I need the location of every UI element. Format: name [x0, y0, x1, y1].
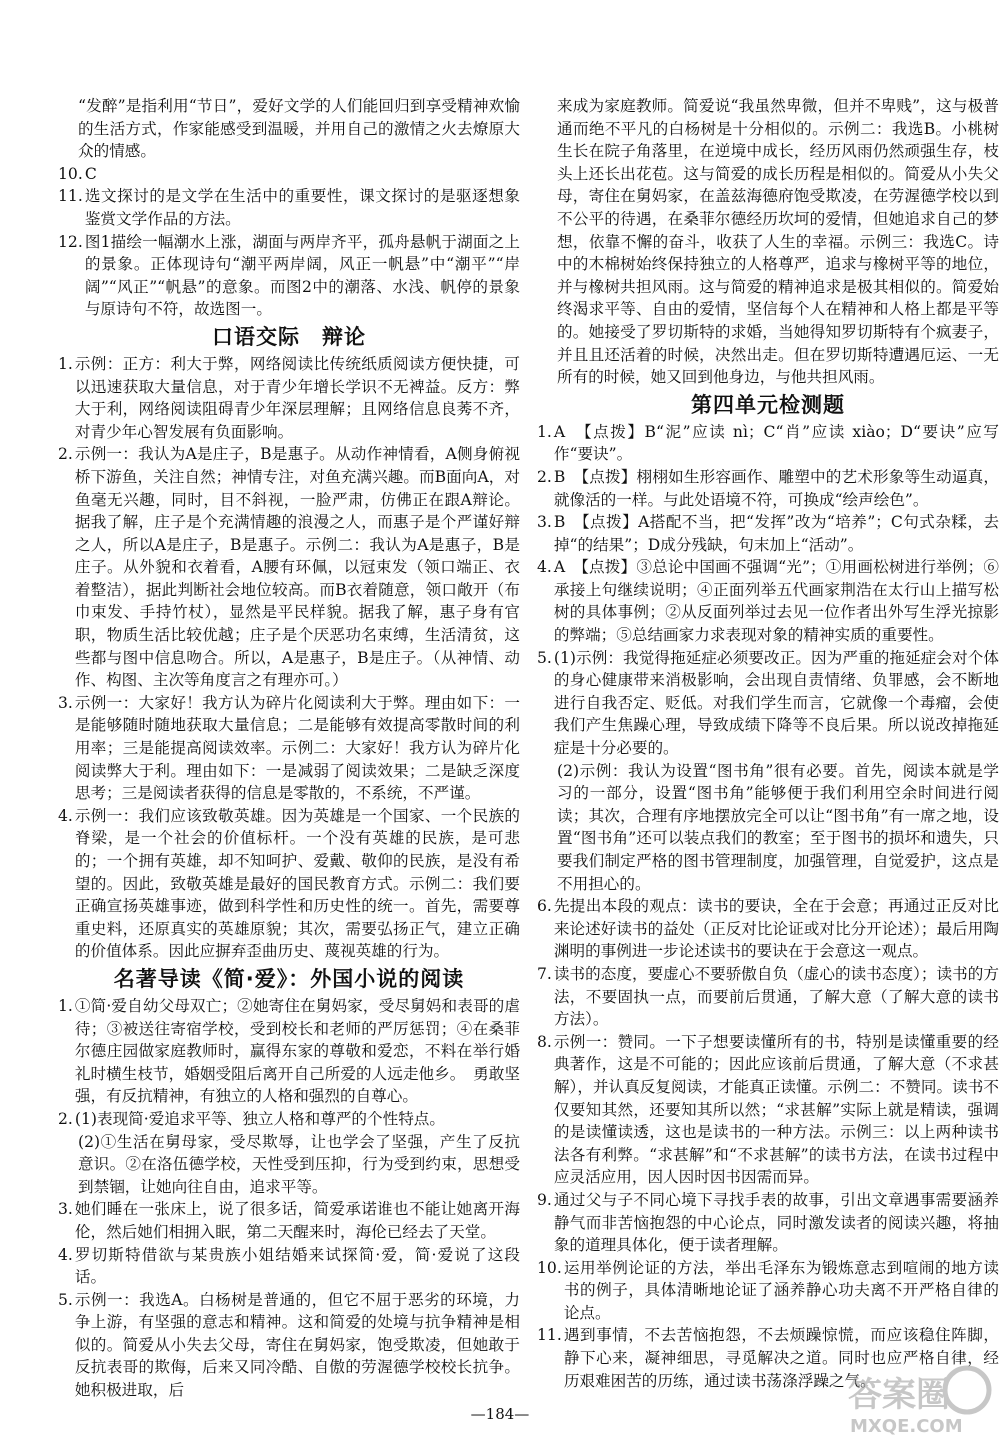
answer-text: “发醉”是指利用“节日”，爱好文学的人们能回归到享受精神欢愉的生活方式，作家能感受到温暖，并用自己的激情之火去燎原大众的情感。 [78, 97, 520, 161]
answer-text: 读书的态度，要虚心不要骄傲自负（虚心的读书态度）；读书的方法，不要固执一点，而要前后贯通，了解大意（了解大意的读书方法）。 [553, 964, 999, 1029]
answer-text: A 【点拨】B“泥”应读 nì；C“肖”应读 xiào；D“要诀”应写作“要诀”。 [553, 422, 999, 464]
answer-item [58, 163, 520, 186]
answer-continuation [537, 95, 999, 389]
answer-item [537, 895, 999, 963]
answer-item [537, 421, 999, 466]
answer-item [537, 647, 999, 760]
answer-text: 示例一：大家好！我方认为碎片化阅读利大于弊。理由如下：一是能够随时随地获取大量信息；二是能够有效提高零散时间的利用率；三是能提高阅读效率。示例二：大家好！我方认为碎片化阅读弊大于利。理由如下：一是减弱了阅读效果；二是缺乏深度思考；三是阅读者获得的信息是零散的，不系统，不严谨。 [74, 693, 520, 803]
answer-item [58, 353, 520, 443]
answer-item [537, 1031, 999, 1189]
answer-item [58, 692, 520, 805]
item-number: 6. [537, 897, 552, 916]
answer-item [58, 231, 520, 321]
answer-item [537, 1189, 999, 1257]
item-number: 4. [58, 806, 73, 825]
answer-continuation [58, 1131, 520, 1199]
answer-text: C [84, 164, 97, 183]
answer-item [58, 443, 520, 692]
answer-item [537, 556, 999, 646]
item-number: 10. [537, 1258, 562, 1277]
answer-text: B 【点拨】A搭配不当，把“发挥”改为“培养”；C句式杂糅，去掉“的结果”；D成分残缺，句末加上“活动”。 [553, 513, 999, 554]
item-number: 1. [537, 422, 552, 441]
item-number: 10. [58, 164, 83, 183]
watermark-url: MXQE.COM [850, 1416, 963, 1437]
right-column [537, 95, 999, 1392]
item-number: 3. [58, 693, 73, 712]
answer-item [58, 1108, 520, 1131]
answer-item [58, 995, 520, 1108]
answer-text: (2)示例：我认为设置“图书角”很有必要。首先，阅读本就是学习的一部分，设置“图书角”能够便于我们利用空余时间进行阅读；其次，合理有序地摆放完全可以让“图书角”有一席之地，设置“图书角”还可以装点我们的教室；至于图书的损坏和遗失，只要我们制定严格的图书管理制度，加强管理，自觉爱护，这点是不用担心的。 [557, 761, 999, 893]
item-number: 2. [58, 1109, 73, 1128]
item-number: 2. [537, 467, 552, 486]
item-number: 11. [58, 187, 83, 206]
answer-text: (2)①生活在舅母家，受尽欺辱，让也学会了坚强，产生了反抗意识。②在洛伍德学校，天性受到压抑，行为受到约束，思想受到禁锢，让她向往自由，追求平等。 [78, 1132, 520, 1196]
section-heading: 口语交际 辩论 [212, 324, 366, 349]
answer-item [537, 963, 999, 1031]
answer-text: 罗切斯特借欲与某贵族小姐结婚来试探简·爱，简·爱说了这段话。 [74, 1245, 520, 1287]
answer-text: (1)示例：我觉得拖延症必须要改正。因为严重的拖延症会对个体的身心健康带来消极影响，会出现自责情绪、负罪感，会不断地进行自我否定、贬低。对我们学生而言，它就像一个毒瘤，会使我们产生焦躁心理，导致成绩下降等不良后果。所以说改掉拖延症是十分必要的。 [553, 648, 999, 758]
answer-text: 来成为家庭教师。简爱说“我虽然卑微，但并不卑贱”，这与极普通而绝不平凡的白杨树是十分相似的。示例二：我选B。小桃树生长在院子角落里，在逆境中成长，经历风雨仍然顽强生存，枝头上还长出花苞。这与简爱的成长历程是相似的。简爱从小失父母，寄住在舅妈家，在盖兹海德府饱受欺凌，在劳渥德学校以到不公平的待遇，在桑菲尔德经历坎坷的爱情，但她追求自己的梦想，依靠不懈的奋斗，收获了人生的幸福。示例三：我选C。诗中的木棉树始终保持独立的人格尊严，追求与橡树平等的地位，并与橡树共担风雨。这与简爱的精神追求是极其相似的。简爱始终渴求平等、自由的爱情，坚信每个人在精神和人格上都是平等的。她接受了罗切斯特的求婚，当她得知罗切斯特有个疯妻子，并且且还活着的时候，决然出走。但在罗切斯特遭遇厄运、一无所有的时候，她又回到他身边，与他共担风雨。 [557, 97, 999, 387]
section-heading: 名著导读《简·爱》：外国小说的阅读 [113, 966, 465, 991]
answer-item [58, 1244, 520, 1289]
answer-text: B 【点拨】栩栩如生形容画作、雕塑中的艺术形象等生动逼真，就像活的一样。与此处语境不符，可换成“绘声绘色”。 [553, 467, 999, 509]
answer-item [537, 511, 999, 556]
answer-text: 选文探讨的是文学在生活中的重要性，课文探讨的是驱逐想象鉴赏文学作品的方法。 [84, 187, 520, 228]
item-number: 5. [58, 1290, 73, 1309]
item-number: 1. [58, 354, 73, 373]
item-number: 8. [537, 1032, 552, 1051]
item-number: 3. [58, 1200, 73, 1219]
answer-text: ①简·爱自幼父母双亡；②她寄住在舅妈家，受尽舅妈和表哥的虐待；③被送往寄宿学校，受到校长和老师的严厉惩罚；④在桑菲尔德庄园做家庭教师时，赢得东家的尊敬和爱恋，不料在举行婚礼时横生枝节，婚姻受阻后离开自己所爱的人远走他乡。 勇敢坚强，有反抗精神，有独立的人格和强烈的自尊心。 [74, 996, 520, 1106]
answer-item [58, 185, 520, 230]
watermark-logo [842, 1362, 992, 1437]
item-number: 7. [537, 964, 552, 983]
item-number: 4. [58, 1245, 73, 1264]
answer-text: 示例一：我们应该致敬英雄。因为英雄是一个国家、一个民族的脊梁，是一个社会的价值标杆。一个没有英雄的民族，是可悲的；一个拥有英雄，却不知呵护、爱戴、敬仰的民族，是没有希望的。因此，致敬英雄是最好的国民教育方式。示例二：我们要正确宣扬英雄事迹，做到科学性和历史性的统一。首先，需要尊重史料，还原真实的英雄原貌；其次，需要弘扬正气，建立正确的价值体系。因此应摒弃歪曲历史、蔑视英雄的行为。 [74, 806, 520, 961]
item-number: 3. [537, 513, 552, 532]
answer-item [537, 466, 999, 511]
answer-text: 先提出本段的观点：读书的要诀，全在于会意；再通过正反对比来论述好读书的益处（正反对比论证或对比分开论述）；最后用陶渊明的事例进一步论述读书的要诀在于会意这一观点。 [553, 897, 999, 961]
answer-item [58, 1198, 520, 1243]
answer-text: A 【点拨】③总论中国画不强调“光”；①用画松树进行举例；⑥承接上句继续说明；④正面列举五代画家荆浩在太行山上描写松树的具体事例；②从反面列举过去见一位作者出外写生浮光掠影的弊端；⑤总结画家力求表现对象的精神实质的重要性。 [553, 558, 999, 645]
item-number: 4. [537, 558, 552, 577]
answer-text: 运用举例论证的方法，举出毛泽东为锻炼意志到喧闹的地方读书的例子，具体清晰地论证了涵养静心功夫离不开严格自律的论点。 [563, 1258, 999, 1322]
item-number: 9. [537, 1190, 552, 1209]
item-number: 2. [58, 445, 73, 464]
left-column [58, 95, 520, 1402]
answer-text: 通过父与子不同心境下寻找手表的故事，引出文章遇事需要涵养静气而非苦恼抱怨的中心论点，同时激发读者的阅读兴趣，将抽象的道理具体化，便于读者理解。 [553, 1190, 999, 1255]
answer-continuation [537, 760, 999, 896]
answer-item [537, 1257, 999, 1325]
answer-item [58, 805, 520, 963]
answer-text: 示例：正方：利大于弊，网络阅读比传统纸质阅读方便快捷，可以迅速获取大量信息，对于青少年增长学识不无裨益。反方：弊大于利，网络阅读阻碍青少年深层理解；且网络信息良莠不齐，对青少年心智发展有负面影响。 [74, 354, 520, 441]
answer-text: 示例一：我选A。白杨树是普通的，但它不屈于恶劣的环境，力争上游，有坚强的意志和精神。这和简爱的处境与抗争精神是相似的。简爱从小失去父母，寄住在舅妈家，饱受欺凌，但她敢于反抗表哥的欺侮，后来又同冷酷、自傲的劳渥德学校校长抗争。她积极进取，后 [74, 1290, 520, 1400]
answer-text: 遇到事情，不去苦恼抱怨，不去烦躁惊慌，而应该稳住阵脚，静下心来，凝神细思，寻觅解决之道。同时也应严格自律，经历艰难困苦的历练，通过读书荡涤浮躁之气。 [563, 1326, 999, 1390]
answer-continuation [58, 95, 520, 163]
answer-text: 示例一：我认为A是庄子，B是惠子。从动作神情看，A侧身俯视桥下游鱼，关注自然；神情专注，对鱼充满兴趣。而B面向A，对鱼毫无兴趣，同时，目不斜视，一脸严肃，仿佛正在跟A辩论。据我了解，庄子是个充满情趣的浪漫之人，而惠子是个严谨好辩之人，所以A是庄子，B是惠子。示例二：我认为A是惠子，B是庄子。从外貌和衣着看，A腰有环佩，以冠束发（领口端正、衣着整洁），据此判断社会地位较高。而B衣着随意，领口敞开（布巾束发、手持竹杖），显然是平民样貌。据我了解，惠子身有官职，物质生活比较优越；庄子是个厌恶功名束缚，生活清贫，这些都与图中信息吻合。所以，A是惠子，B是庄子。（从神情、动作、构图、主次等角度言之有理亦可。） [74, 445, 520, 690]
item-number: 11. [537, 1326, 562, 1345]
item-number: 12. [58, 232, 83, 251]
answer-text: 图1描绘一幅潮水上涨，湖面与两岸齐平，孤舟悬帆于湖面之上的景象。正体现诗句“潮平两岸阔，风正一帆悬”中“潮平”“岸阔”“风正”“帆悬”的意象。而图2中的潮落、水浅、帆停的景象与原诗句不符，故选图一。 [84, 232, 520, 319]
section-heading: 第四单元检测题 [691, 392, 845, 417]
answer-text: (1)表现简·爱追求平等、独立人格和尊严的个性特点。 [74, 1109, 445, 1128]
page-number: —184— [470, 1405, 530, 1423]
watermark-title: 答案圈 [848, 1375, 950, 1415]
item-number: 1. [58, 996, 73, 1015]
answer-text: 她们睡在一张床上，说了很多话，简爱承诺谁也不能让她离开海伦，然后她们相拥入眠，第二天醒来时，海伦已经去了天堂。 [74, 1200, 520, 1241]
answer-item [58, 1289, 520, 1402]
item-number: 5. [537, 648, 552, 667]
answer-text: 示例一：赞同。一下子想要读懂所有的书，特别是读懂重要的经典著作，这是不可能的；因此应该前后贯通，了解大意（不求甚解），并认真反复阅读，才能真正读懂。示例二：不赞同。读书不仅要知其然，还要知其所以然；“求甚解”实际上就是精读，强调的是读懂读透，这也是读书的一种方法。示例三：以上两种读书法各有利弊。“求甚解”和“不求甚解”的读书方法，在读书过程中应灵活应用，因人因时因书因需而异。 [553, 1032, 999, 1187]
